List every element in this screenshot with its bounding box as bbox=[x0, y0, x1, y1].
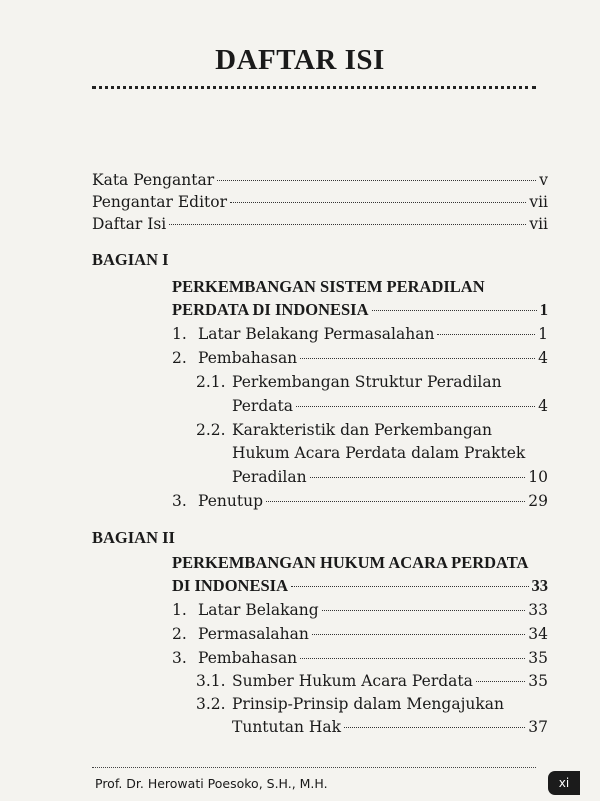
toc-entry-label: Penutup bbox=[198, 492, 264, 510]
page-title: DAFTAR ISI bbox=[215, 44, 385, 76]
toc-entry-page: vii bbox=[529, 193, 548, 211]
dot-leader bbox=[322, 610, 526, 611]
toc-entry-page: 29 bbox=[528, 492, 548, 510]
dot-leader bbox=[230, 202, 526, 203]
toc-entry-number: 3. bbox=[172, 649, 187, 667]
toc-entry-page: 35 bbox=[528, 649, 548, 667]
chapter-title-line1: PERKEMBANGAN SISTEM PERADILAN bbox=[172, 277, 485, 296]
toc-entry-number: 3. bbox=[172, 492, 187, 510]
toc-entry-label: Tuntutan Hak bbox=[232, 718, 342, 736]
toc-entry-label: Peradilan bbox=[232, 468, 307, 486]
toc-entry-label: Permasalahan bbox=[198, 625, 309, 643]
dot-leader bbox=[169, 224, 526, 225]
toc-entry-daftar-isi[interactable] bbox=[92, 214, 548, 234]
toc-entry-label: Kata Pengantar bbox=[92, 171, 215, 189]
dot-leader bbox=[344, 727, 525, 728]
toc-entry-page: 33 bbox=[531, 576, 548, 595]
chapter-title-line2: DI INDONESIA bbox=[172, 576, 288, 595]
toc-entry-1-2[interactable] bbox=[172, 348, 548, 368]
toc-entry-number: 2. bbox=[172, 625, 187, 643]
toc-entry-label: Karakteristik dan Perkembangan bbox=[232, 421, 493, 439]
toc-entry-page: 1 bbox=[539, 300, 548, 319]
toc-entry-page: 4 bbox=[538, 349, 548, 367]
toc-entry-label: Sumber Hukum Acara Perdata bbox=[232, 672, 473, 690]
dot-leader bbox=[312, 634, 525, 635]
toc-subentry-3-1[interactable] bbox=[196, 671, 548, 691]
toc-subentry-2-2[interactable] bbox=[232, 467, 548, 487]
toc-entry-kata-pengantar[interactable] bbox=[92, 170, 548, 190]
dot-leader bbox=[296, 406, 535, 407]
toc-entry-number: 2.1. bbox=[196, 373, 226, 391]
section-heading-bagian-2: BAGIAN II bbox=[92, 528, 175, 547]
footer-author: Prof. Dr. Herowati Poesoko, S.H., M.H. bbox=[95, 776, 328, 791]
section-heading-bagian-1: BAGIAN I bbox=[92, 250, 169, 269]
toc-entry-2-1[interactable] bbox=[172, 600, 548, 620]
toc-subentry-3-2-line1[interactable] bbox=[196, 694, 504, 714]
page-number-badge: xi bbox=[548, 771, 580, 795]
toc-entry-2-3[interactable] bbox=[172, 648, 548, 668]
chapter-title-line2: PERDATA DI INDONESIA bbox=[172, 300, 369, 319]
toc-subentry-2-2-line2: Hukum Acara Perdata dalam Praktek bbox=[232, 444, 526, 462]
toc-entry-number: 3.1. bbox=[196, 672, 226, 690]
dot-leader bbox=[300, 358, 535, 359]
toc-entry-page: 10 bbox=[528, 468, 548, 486]
toc-entry-chapter-1[interactable] bbox=[172, 300, 548, 320]
toc-entry-number: 2.2. bbox=[196, 421, 226, 439]
dot-leader bbox=[372, 310, 537, 311]
toc-entry-page: 4 bbox=[538, 397, 548, 415]
toc-entry-number: 1. bbox=[172, 325, 187, 343]
dot-leader bbox=[291, 586, 529, 587]
chapter-title-line1: PERKEMBANGAN HUKUM ACARA PERDATA bbox=[172, 553, 529, 572]
toc-entry-number: 3.2. bbox=[196, 695, 226, 713]
toc-entry-label: Perkembangan Struktur Peradilan bbox=[232, 373, 502, 391]
toc-entry-label: Perdata bbox=[232, 397, 293, 415]
footer-dotted-rule bbox=[92, 767, 536, 768]
toc-entry-label: Latar Belakang bbox=[198, 601, 319, 619]
toc-entry-label: Pembahasan bbox=[198, 649, 298, 667]
toc-subentry-2-1[interactable] bbox=[232, 396, 548, 416]
dot-leader bbox=[300, 658, 525, 659]
dot-leader bbox=[266, 501, 525, 502]
toc-entry-label: Pengantar Editor bbox=[92, 193, 228, 211]
toc-entry-page: 1 bbox=[538, 325, 548, 343]
toc-entry-pengantar-editor[interactable] bbox=[92, 192, 548, 212]
title-dotted-rule bbox=[92, 86, 536, 89]
toc-entry-number: 1. bbox=[172, 601, 187, 619]
toc-entry-label: Prinsip-Prinsip dalam Mengajukan bbox=[232, 695, 504, 713]
toc-subentry-2-2-line1[interactable] bbox=[196, 420, 492, 440]
toc-entry-2-2[interactable] bbox=[172, 624, 548, 644]
toc-entry-1-3[interactable] bbox=[172, 491, 548, 511]
toc-entry-number: 2. bbox=[172, 349, 187, 367]
dot-leader bbox=[310, 477, 526, 478]
toc-subentry-3-2[interactable] bbox=[232, 717, 548, 737]
dot-leader bbox=[217, 180, 536, 181]
toc-entry-page: 35 bbox=[528, 672, 548, 690]
toc-entry-page: v bbox=[539, 171, 548, 189]
toc-entry-page: 34 bbox=[528, 625, 548, 643]
toc-entry-label: Latar Belakang Permasalahan bbox=[198, 325, 435, 343]
toc-entry-chapter-2[interactable] bbox=[172, 576, 548, 596]
dot-leader bbox=[437, 334, 535, 335]
toc-entry-label: Pembahasan bbox=[198, 349, 298, 367]
toc-subentry-2-1-line1[interactable] bbox=[196, 372, 502, 392]
toc-entry-page: vii bbox=[529, 215, 548, 233]
toc-entry-page: 33 bbox=[528, 601, 548, 619]
toc-entry-label: Daftar Isi bbox=[92, 215, 167, 233]
dot-leader bbox=[476, 681, 525, 682]
toc-entry-1-1[interactable] bbox=[172, 324, 548, 344]
toc-entry-page: 37 bbox=[528, 718, 548, 736]
